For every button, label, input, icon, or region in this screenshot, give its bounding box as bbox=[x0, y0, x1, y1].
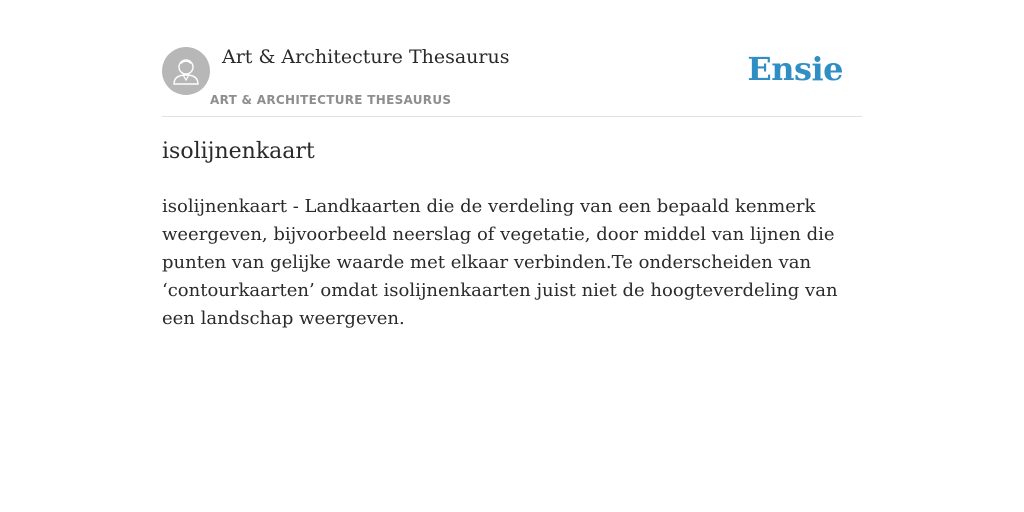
page-container bbox=[162, 0, 862, 329]
author-avatar[interactable] bbox=[162, 47, 210, 95]
article-header bbox=[162, 0, 862, 117]
brand-logo-link[interactable]: Ensie bbox=[747, 50, 843, 88]
article-body: isolijnenkaart - Landkaarten die de verdeling van een bepaald kenmerk weergeven, bijvoorbeeld neerslag of vegetatie, door middel van lijnen die punten van gelijke waarde met elkaar verbinden.Te onderscheiden van ‘contourkaarten’ omdat isolijnenkaarten juist niet de hoogteverdeling van een landschap weergeven. bbox=[162, 196, 838, 329]
article-title: isolijnenkaart bbox=[162, 139, 315, 164]
user-placeholder-icon bbox=[162, 47, 210, 95]
author-subtitle[interactable]: ART & ARCHITECTURE THESAURUS bbox=[210, 93, 452, 107]
author-name-link[interactable]: Art & Architecture Thesaurus bbox=[222, 46, 510, 68]
